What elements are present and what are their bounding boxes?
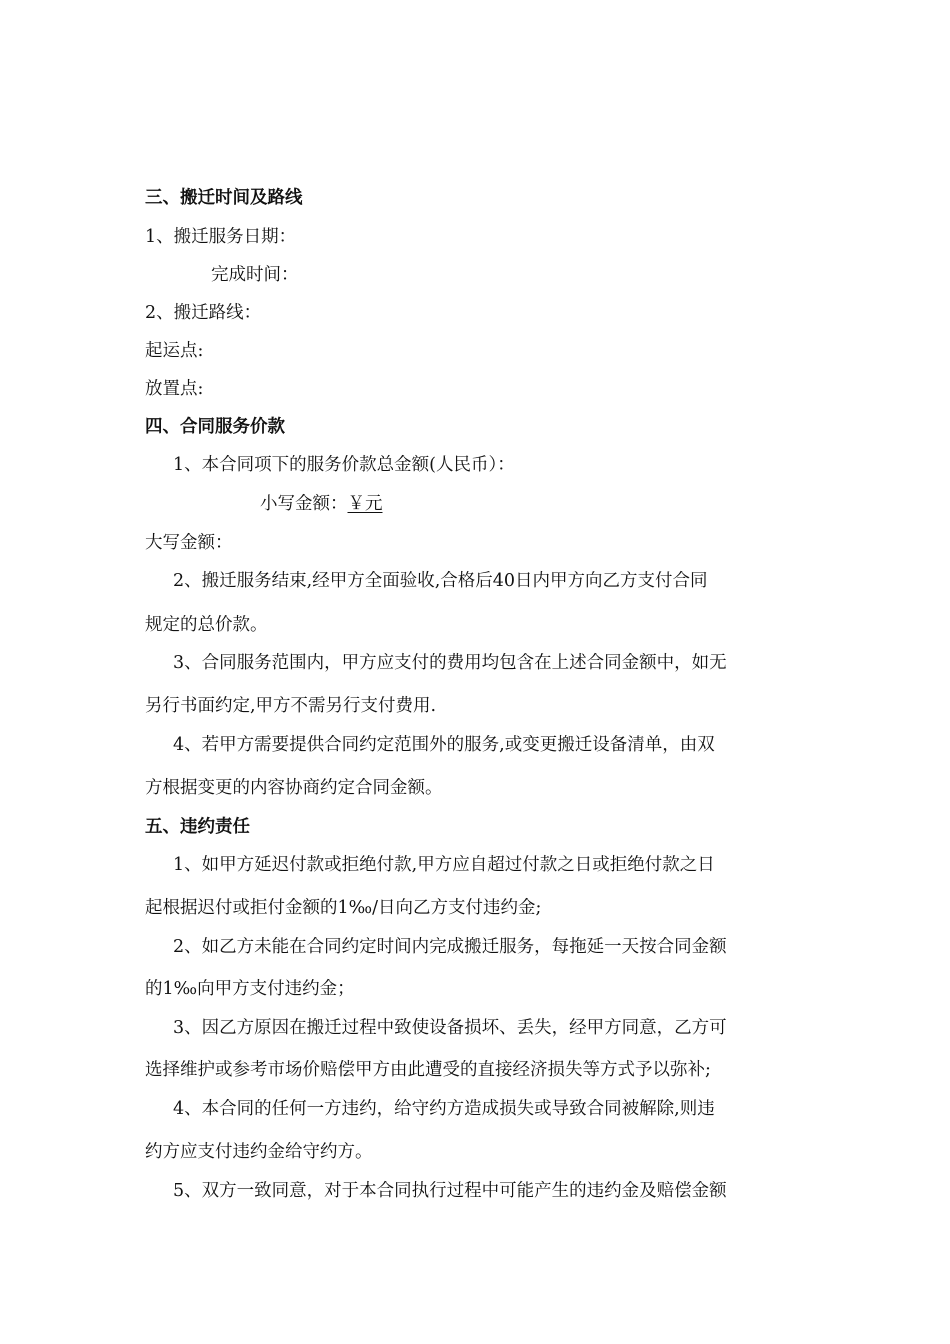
section-3-heading: 三、搬迁时间及路线 (145, 188, 303, 208)
completion-time-label: 完成时间： (211, 265, 299, 285)
origin-label: 起运点: (145, 341, 204, 361)
breach-item-4-line-2: 约方应支付违约金给守约方。 (145, 1142, 373, 1162)
move-date-label: 1、搬迁服务日期： (145, 227, 297, 247)
breach-item-5-line-1: 5、双方一致同意，对于本合同执行过程中可能产生的违约金及赔偿金额 (173, 1181, 727, 1201)
price-item-4-line-1: 4、若甲方需要提供合同约定范围外的服务,或变更搬迁设备清单，由双 (173, 735, 715, 755)
breach-item-1-line-1: 1、如甲方延迟付款或拒绝付款,甲方应自超过付款之日或拒绝付款之日 (173, 855, 715, 875)
breach-item-2-line-1: 2、如乙方未能在合同约定时间内完成搬迁服务，每拖延一天按合同金额 (173, 937, 727, 957)
amount-small-label: 小写金额： (260, 494, 348, 514)
price-item-2-line-1: 2、搬迁服务结束,经甲方全面验收,合格后40日内甲方向乙方支付合同 (173, 571, 708, 591)
price-item-3-line-1: 3、合同服务范围内，甲方应支付的费用均包含在上述合同金额中，如无 (173, 653, 727, 673)
amount-small-value: ￥元 (347, 494, 383, 514)
breach-item-4-line-1: 4、本合同的任何一方违约，给守约方造成损失或导致合同被解除,则违 (173, 1099, 715, 1119)
breach-item-1-line-2: 起根据迟付或拒付金额的1‰/日向乙方支付违约金; (145, 898, 542, 918)
destination-label: 放置点: (145, 379, 204, 399)
section-4-heading: 四、合同服务价款 (145, 417, 285, 437)
breach-item-3-line-2: 选择维护或参考市场价赔偿甲方由此遭受的直接经济损失等方式予以弥补; (145, 1060, 711, 1080)
amount-large-label: 大写金额： (145, 533, 233, 553)
breach-item-2-line-2: 的1‰向甲方支付违约金； (145, 979, 355, 999)
price-item-4-line-2: 方根据变更的内容协商约定合同金额。 (145, 778, 443, 798)
price-item-2-line-2: 规定的总价款。 (145, 615, 268, 635)
price-item-1: 1、本合同项下的服务价款总金额(人民币）： (173, 455, 515, 475)
amount-small-row (260, 492, 950, 516)
move-route-label: 2、搬迁路线： (145, 303, 262, 323)
breach-item-3-line-1: 3、因乙方原因在搬迁过程中致使设备损坏、丢失，经甲方同意，乙方可 (173, 1018, 727, 1038)
price-item-3-line-2: 另行书面约定,甲方不需另行支付费用. (145, 696, 437, 716)
section-5-heading: 五、违约责任 (145, 817, 250, 837)
